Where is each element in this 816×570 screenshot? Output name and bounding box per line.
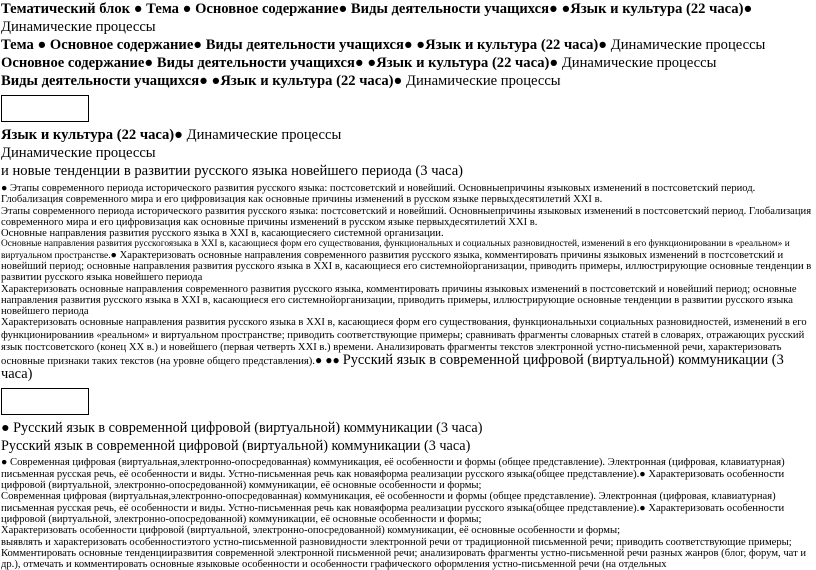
block1-p4-tail: ● Характеризовать основные направления современного развития русского языка, комментировать причины языковых изменений в постсоветский и новейший период; основные направления развития русского языка в XXI в, касающиеся его системнойорганизации, приводить примеры, иллюстрирующие основные тенденции в развитии русского языка новейшего периода — [1, 249, 812, 284]
block2-q1-tail: ● Характеризовать особенности цифровой (виртуальной, электронно-опосредованной) коммуникации, её основные особенности и формы; — [1, 468, 785, 492]
block2-paragraph-3: Характеризовать особенности цифровой (виртуальной, электронно-опосредованной) коммуникации, её основные особенности и формы; — [1, 525, 621, 537]
text-line-3 — [0, 54, 816, 72]
block1-paragraph-3: Основные направления развития русского языка в XXI в, касающиесяего системной организации. — [1, 228, 444, 240]
line-2-normal: Динамические процессы — [607, 37, 766, 53]
empty-box-2 — [1, 388, 89, 415]
block1-p6-text: Характеризовать основные направления развития русского языка в XXI в, касающиеся форм его существования, функциональныхи социальных разновидностей, изменений в его функционированиив «реальном» и виртуальном пространстве; приводить соответствующие примеры; сравнивать фрагменты словарных статей в словарях, отражающих русский язык постсоветского (конец XX в.) и новейшего (первая четверть XXI в.) времени. Анализировать фрагменты текстов электронной устно-письменной речи, характеризовать основные признаки таких текстов (на уровне общего представления). — [1, 317, 807, 368]
line-4-normal: Динамические процессы — [402, 73, 561, 89]
text-line-8: ● Русский язык в современной цифровой (виртуальной) коммуникации (3 часа) — [1, 420, 483, 437]
empty-box-1 — [1, 95, 89, 122]
block1-p6-heading: Русский язык в современной цифровой (виртуальной) коммуникации (3 часа) — [1, 352, 784, 383]
block1-paragraph-4 — [0, 239, 813, 283]
block2-q2-tail: ● Характеризовать особенности цифровой (виртуальной, электронно-опосредованной) коммуникации, её основные особенности и формы; — [1, 502, 785, 525]
block2-q2-text: Современная цифровая (виртуальная,электронно-опосредованная) коммуникация, её особенности и формы (общее представление). Электронная (цифровая, клавиатурная) письменная русская речь, её особенности и виды. Устно-письменная речь как новаяформа реализации русского языка(общее представление). — [1, 491, 776, 514]
block2-paragraph-1 — [0, 457, 813, 491]
text-line-7: и новые тенденции в развитии русского языка новейшего периода (3 часа) — [1, 163, 464, 179]
line-5-bold: Язык и культура (22 часа)● — [1, 127, 183, 143]
block2-paragraph-5: Комментировать основные тенденцииразвития современной электронной письменной речи; анализировать фрагменты устно-письменной речи разных жанров (блог, форум, чат и др.), отмечать и комментировать основные языковые особенности и особенности графического оформления устно-письменной речи (на отдельных — [1, 547, 807, 570]
line-1-bold: Тематический блок ● Тема ● Основное содержание● Виды деятельности учащихся● ●Язык и культура (22 часа)● — [1, 1, 753, 17]
line-4-bold: Виды деятельности учащихся● ●Язык и культура (22 часа)● — [1, 73, 403, 89]
block1-paragraph-5: Характеризовать основные направления современного развития русского языка, комментировать причины языковых изменений в постсоветский и новейший период; основные направления развития русского языка в XXI в, касающиеся его системнойорганизации, приводить примеры, иллюстрирующие основные тенденции в развитии русского языка новейшего периода — [1, 283, 797, 318]
text-line-6: Динамические процессы — [1, 145, 156, 161]
block1-paragraph-1: ● Этапы современного периода исторического развития русского языка: постсоветский и новейший. Основныепричины языковых изменений в постсоветский период. Глобализация современного мира и его цифровизация как основные причины изменений в русском языке первыхдесятилетий XXI в. — [1, 183, 756, 206]
text-line-4 — [0, 72, 816, 90]
line-1-normal: Динамические процессы — [1, 19, 156, 35]
block1-paragraph-6 — [0, 317, 813, 382]
line-3-normal: Динамические процессы — [558, 55, 717, 71]
block2-q1-text: ● Современная цифровая (виртуальная,электронно-опосредованная) коммуникация, её особенности и формы (общее представление). Электронная (цифровая, клавиатурная) письменная русская речь, её особенности и виды. Устно-письменная речь как новаяформа реализации русского языка(общее представление). — [1, 457, 785, 480]
text-line-5 — [0, 126, 816, 144]
text-line-9: Русский язык в современной цифровой (виртуальной) коммуникации (3 часа) — [1, 438, 471, 455]
block1-p6-bullets: ● ●● — [314, 353, 343, 368]
block1-p4-text: Основные направления развития русскогоязыка в XXI в, касающиеся форм его существования, функциональных и социальных разновидностей, изменений в его функционировании в «реальном» и виртуальном пространстве. — [1, 239, 790, 261]
line-5-normal: Динамические процессы — [183, 127, 342, 143]
text-line-1 — [0, 0, 813, 36]
block2-paragraph-2 — [0, 491, 813, 525]
block2-paragraph-4: выявлять и характеризовать особенностиэтого устно-письменной разновидности электронной речи от традиционной письменной речи; приводить соответствующие примеры; — [1, 536, 792, 548]
block1-paragraph-2: Этапы современного периода исторического развития русского языка: постсоветский и новейший. Основныепричины языковых изменений в постсоветский период. Глобализация современного мира и его цифровизация как основные причины изменений в русском языке первыхдесятилетий XXI в. — [1, 205, 812, 228]
line-3-bold: Основное содержание● Виды деятельности учащихся● ●Язык и культура (22 часа)● — [1, 55, 559, 71]
text-line-2 — [0, 36, 816, 54]
line-2-bold: Тема ● Основное содержание● Виды деятельности учащихся● ●Язык и культура (22 часа)● — [1, 37, 608, 53]
